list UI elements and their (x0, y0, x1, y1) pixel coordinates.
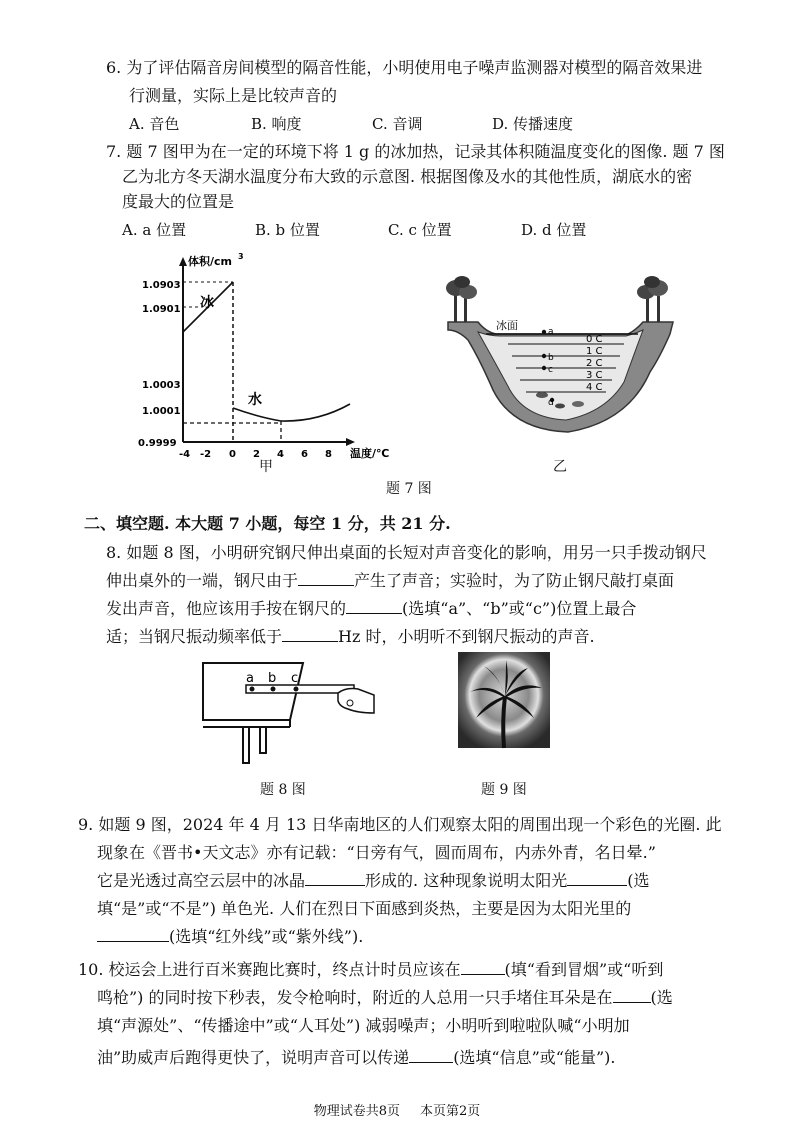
temp-1: 1 C (586, 346, 603, 357)
q10-line-2-start: 鸣枪”) 的同时按下秒表，发令枪响时，附近的人总用一只手堵住耳朵是在 (97, 988, 613, 1007)
q10-line-4-end: (选填“信息”或“能量”). (453, 1048, 616, 1067)
q8-line-4-start: 适；当钢尺振动频率低于 (106, 627, 283, 646)
y-tick-3: 1.0003 (142, 380, 181, 391)
x-tick-6: 6 (301, 449, 308, 460)
point-a-label: a (548, 327, 554, 337)
q9-line-5 (97, 927, 363, 947)
q8-line-2-end: 产生了声音；实验时，为了防止钢尺敲打桌面 (354, 571, 675, 590)
ruler-label-c: c (291, 671, 299, 686)
point-c-label: c (548, 365, 553, 375)
ruler-table-figure (198, 655, 378, 770)
y-tick-2: 1.0901 (142, 304, 181, 315)
graph-ylabel: 体积/cm (188, 255, 232, 268)
q9-line-4: 填“是”或“不是”) 单色光. 人们在烈日下面感到炎热，主要是因为太阳光里的 (97, 899, 632, 918)
q6-line-1: 6. 为了评估隔音房间模型的隔音性能，小明使用电子噪声监测器对模型的隔音效果进 (106, 58, 703, 77)
q7-line-3: 度最大的位置是 (122, 192, 235, 211)
sun-halo-photo (458, 652, 550, 748)
q8-line-3 (106, 599, 636, 619)
q8-blank-3[interactable] (282, 627, 338, 642)
q7-option-c: C. c 位置 (388, 221, 452, 239)
temp-0: 0 C (586, 334, 603, 345)
q10-line-4 (97, 1048, 615, 1068)
graph-xlabel: 温度/℃ (350, 447, 390, 460)
temp-2: 2 C (586, 358, 603, 369)
q8-line-1: 8. 如题 8 图，小明研究钢尺伸出桌面的长短对声音变化的影响，用另一只手拨动钢尺 (106, 543, 707, 562)
point-b-label: b (548, 353, 554, 363)
x-tick-m2: -2 (200, 449, 212, 460)
page-footer (0, 1100, 794, 1119)
ice-surface-label: 冰面 (496, 319, 518, 332)
ruler-label-a: a (246, 671, 254, 686)
figure9-caption: 题 9 图 (481, 782, 527, 798)
q9-line-3 (97, 871, 649, 891)
ruler-label-b: b (268, 671, 277, 686)
point-d-label: d (548, 398, 554, 408)
x-tick-0: 0 (229, 449, 236, 460)
q10-line-2 (97, 988, 673, 1008)
q8-line-4-end: Hz 时，小明听不到钢尺振动的声音. (338, 627, 595, 646)
q10-line-1 (78, 960, 663, 980)
q10-line-4-start: 油”助威声后跑得更快了，说明声音可以传递 (97, 1048, 410, 1067)
q6-option-d: D. 传播速度 (492, 115, 574, 133)
q9-line-3-mid: 形成的. 这种现象说明太阳光 (365, 871, 568, 890)
temp-3: 3 C (586, 370, 603, 381)
q8-line-3-end: (选填“a”、“b”或“c”)位置上最合 (402, 599, 637, 618)
graph-ylabel-sup: 3 (238, 252, 244, 261)
tree-right-icon (637, 276, 668, 324)
q10-line-3: 填“声源处”、“传播途中”或“人耳处”) 减弱噪声；小明听到啦啦队喊“小明加 (97, 1016, 630, 1035)
tree-left-icon (446, 276, 477, 322)
x-tick-2: 2 (253, 449, 260, 460)
footer-page-number: 本页第2页 (420, 1104, 481, 1119)
x-tick-m4: -4 (179, 449, 191, 460)
q10-line-1-start: 10. 校运会上进行百米赛跑比赛时，终点计时员应该在 (78, 960, 461, 979)
q10-blank-1[interactable] (461, 960, 505, 975)
graph-caption: 甲 (259, 459, 273, 475)
q9-line-3-start: 它是光透过高空云层中的冰晶 (97, 871, 306, 890)
q9-blank-1[interactable] (305, 871, 365, 886)
x-tick-8: 8 (325, 449, 332, 460)
water-label: 水 (248, 392, 262, 408)
q7-line-1: 7. 题 7 图甲为在一定的环境下将 1 g 的冰加热，记录其体积随温度变化的图像. 题 7 图 (106, 142, 725, 161)
q9-line-1: 9. 如题 9 图，2024 年 4 月 13 日华南地区的人们观察太阳的周围出现一个彩色的光圈. 此 (78, 815, 722, 834)
q8-line-2-start: 伸出桌外的一端，钢尺由于 (106, 571, 299, 590)
q6-option-c: C. 音调 (372, 115, 423, 133)
lake-caption: 乙 (553, 459, 567, 475)
q6-line-2: 行测量，实际上是比较声音的 (129, 86, 338, 105)
y-tick-4: 1.0001 (142, 406, 181, 417)
lake-diagram (438, 272, 678, 452)
q10-line-2-end: (选 (650, 988, 673, 1007)
q10-line-1-end: (填“看到冒烟”或“听到 (504, 960, 664, 979)
x-tick-4: 4 (277, 449, 284, 460)
figure7-caption: 题 7 图 (386, 481, 432, 497)
q6-option-b: B. 响度 (251, 115, 302, 133)
q9-line-5-end: (选填“红外线”或“紫外线”). (169, 927, 364, 946)
q9-blank-3[interactable] (97, 927, 169, 942)
q8-blank-2[interactable] (346, 599, 402, 614)
section2-title: 二、填空题. 本大题 7 小题，每空 1 分，共 21 分. (84, 514, 451, 533)
q8-line-3-start: 发出声音，他应该用手按在钢尺的 (106, 599, 347, 618)
y-tick-5: 0.9999 (138, 438, 177, 449)
q8-line-4 (106, 627, 595, 647)
q9-line-3-end: (选 (627, 871, 650, 890)
ice-label: 冰 (200, 295, 214, 311)
figure8-caption: 题 8 图 (260, 782, 306, 798)
q10-blank-2[interactable] (613, 988, 651, 1003)
q8-line-2 (106, 571, 674, 591)
q6-option-a: A. 音色 (129, 115, 180, 133)
q10-blank-3[interactable] (409, 1048, 453, 1063)
footer-total-pages: 物理试卷共8页 (313, 1104, 400, 1119)
q7-option-b: B. b 位置 (255, 221, 320, 239)
q7-option-a: A. a 位置 (122, 221, 187, 239)
hand-icon (338, 689, 374, 714)
volume-temperature-graph (138, 252, 390, 477)
q8-blank-1[interactable] (298, 571, 354, 586)
temp-4: 4 C (586, 382, 603, 393)
q7-option-d: D. d 位置 (521, 221, 587, 239)
q9-line-2: 现象在《晋书•天文志》亦有记载：“日旁有气，圆而周布，内赤外青，名日晕.” (97, 843, 656, 862)
y-tick-1: 1.0903 (142, 280, 181, 291)
q7-line-2: 乙为北方冬天湖水温度分布大致的示意图. 根据图像及水的其他性质，湖底水的密 (122, 167, 693, 186)
q9-blank-2[interactable] (567, 871, 627, 886)
